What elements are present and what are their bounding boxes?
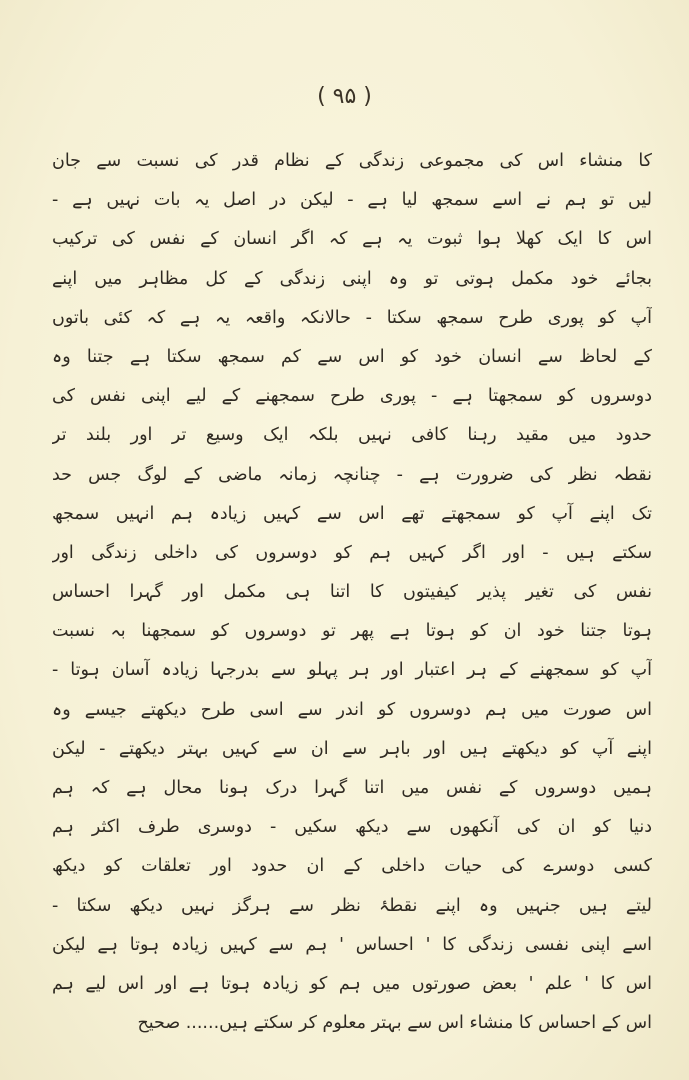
text-line: دنیا کو ان کی آنکھوں سے دیکھ سکیں - دوسری طرف اکثر ہم bbox=[52, 817, 652, 838]
text-line: حدود میں مقید رہنا کافی نہیں بلکہ ایک وسیع تر اور بلند تر bbox=[52, 425, 652, 446]
text-line: اس کا ' علم ' بعض صورتوں میں ہم کو زیادہ ہوتا ہے اور اس لیے ہم bbox=[52, 973, 652, 994]
text-line: اس کے احساس کا منشاء اس سے بہتر معلوم کر سکتے ہیں...... صحیح bbox=[137, 1013, 652, 1034]
text-line: لیں تو ہم نے اسے سمجھ لیا ہے - لیکن در اصل یہ بات نہیں ہے - bbox=[52, 190, 652, 211]
text-line: کا منشاء اس کی مجموعی زندگی کے نظام قدر کی نسبت سے جان bbox=[52, 151, 652, 171]
text-line: لیتے ہیں جنہیں وہ اپنے نقطۂ نظر سے ہرگز نہیں دیکھ سکتا - bbox=[52, 895, 652, 916]
text-line: کے لحاظ سے انسان خود کو اس سے کم سمجھ سکتا ہے جتنا وہ bbox=[52, 346, 652, 367]
text-line: تک اپنے آپ کو سمجھتے تھے اس سے کہیں زیادہ ہم انہیں سمجھ bbox=[52, 503, 652, 524]
text-line: آپ کو سمجھنے کے ہر اعتبار اور ہر پہلو سے بدرجہا زیادہ آسان ہوتا - bbox=[52, 660, 652, 681]
page-number: ( ۹۵ ) bbox=[317, 84, 372, 109]
text-line: نفس کی تغیر پذیر کیفیتوں کا اتنا ہی مکمل اور گہرا احساس bbox=[52, 582, 652, 603]
text-line: کسی دوسرے کی حیات داخلی کے ان حدود اور تعلقات کو دیکھ bbox=[52, 856, 652, 877]
text-line: آپ کو پوری طرح سمجھ سکتا - حالانکہ واقعہ یہ ہے کہ کئی باتوں bbox=[52, 307, 652, 328]
text-line: ہمیں دوسروں کے نفس میں اتنا گہرا درک ہونا محال ہے کہ ہم bbox=[52, 778, 652, 798]
text-line: دوسروں کو سمجھتا ہے - پوری طرح سمجھنے کے لیے اپنی نفس کی bbox=[52, 386, 652, 407]
text-line: سکتے ہیں - اور اگر کہیں ہم کو دوسروں کی داخلی زندگی اور bbox=[52, 542, 652, 563]
text-line: بجائے خود مکمل ہوتی تو وہ اپنی زندگی کے کل مظاہر میں اپنے bbox=[52, 268, 652, 289]
text-line: اس صورت میں ہم دوسروں کو اندر سے اسی طرح دیکھتے جیسے وہ bbox=[52, 699, 652, 720]
text-line: نقطہ نظر کی ضرورت ہے - چنانچہ زمانہ ماضی کے لوگ جس حد bbox=[52, 464, 652, 485]
page-body-text bbox=[52, 142, 652, 1043]
text-line: ہوتا جتنا خود ان کو ہوتا ہے پھر تو دوسروں کو سمجھنا بہ نسبت bbox=[52, 621, 652, 642]
text-line: اپنے آپ کو دیکھتے ہیں اور باہر سے ان سے کہیں بہتر دیکھتے - لیکن bbox=[52, 738, 652, 759]
text-line: اس کا ایک کھلا ہوا ثبوت یہ ہے کہ اگر انسان کے نفس کی ترکیب bbox=[52, 229, 652, 250]
text-line: اسے اپنی نفسی زندگی کا ' احساس ' ہم سے کہیں زیادہ ہوتا ہے لیکن bbox=[52, 934, 652, 955]
